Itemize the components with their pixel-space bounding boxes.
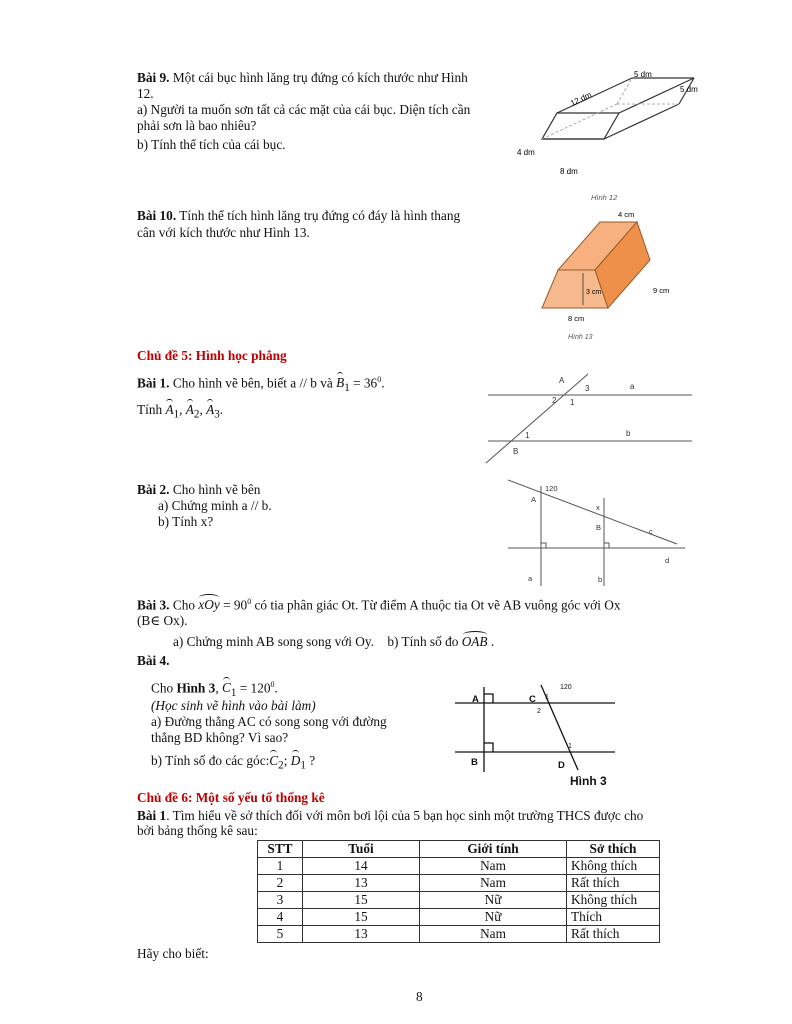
c5-bai2-a: a) Chứng minh a // b. bbox=[158, 498, 272, 513]
chude6-heading: Chủ đề 6: Một số yếu tố thống kê bbox=[137, 790, 325, 805]
svg-text:b: b bbox=[626, 429, 631, 438]
th-sothich: Sở thích bbox=[567, 841, 660, 858]
fig12-diag: 12 dm bbox=[569, 90, 593, 108]
fig13-depth: 9 cm bbox=[653, 286, 670, 295]
c5-bai1-line1: Bài 1. Cho hình vẽ bên, biết a // b và $B_1 = 36^0$. bbox=[137, 375, 385, 395]
svg-text:2: 2 bbox=[537, 708, 541, 715]
chude5-heading: Chủ đề 5: Hình học phẳng bbox=[137, 348, 287, 363]
c6-bai1-line2: bởi bảng thống kê sau: bbox=[137, 823, 258, 838]
c5-bai1-line2: Tính $A_1$, $A_2$, $A_3$. bbox=[137, 402, 224, 421]
c5-bai4-title: Bài 4. bbox=[137, 653, 170, 668]
svg-text:B: B bbox=[596, 523, 602, 532]
table-header-row bbox=[258, 841, 660, 858]
th-gioitinh: Giới tính bbox=[420, 841, 567, 858]
c5-bai2-line1: Bài 2. Cho hình vẽ bên bbox=[137, 482, 261, 497]
fig12-caption: Hình 12 bbox=[591, 193, 618, 202]
bai10-line1: Bài 10. Tính thể tích hình lăng trụ đứng có đáy là hình thang bbox=[137, 208, 461, 223]
fig12-top: 5 dm bbox=[634, 70, 652, 79]
c5-bai2-b: b) Tính x? bbox=[158, 514, 214, 529]
svg-text:2: 2 bbox=[552, 396, 557, 405]
table-row: 4 15 Nữ Thích bbox=[258, 909, 660, 926]
fig13-top: 4 cm bbox=[618, 210, 635, 219]
svg-text:3: 3 bbox=[585, 384, 590, 393]
c5-bai3-line1: Bài 3. Cho xOy = $90^0$ có tia phân giác Ot. Từ điểm A thuộc tia Ot vẽ AB vuông góc với Ox bbox=[137, 597, 621, 613]
parallel-lines-figure-hinh3 bbox=[440, 672, 620, 792]
table-row: 2 13 Nam Rất thích bbox=[258, 875, 660, 892]
c6-bai1-line1: Bài 1. Tìm hiểu về sở thích đối với môn bơi lội của 5 bạn học sinh một trường THCS được cho bbox=[137, 808, 644, 823]
svg-text:A: A bbox=[559, 376, 565, 385]
fig13-bottom: 8 cm bbox=[568, 314, 585, 323]
svg-text:120: 120 bbox=[560, 684, 572, 691]
bai9-line4: phải sơn là bao nhiêu? bbox=[137, 118, 257, 133]
c5-bai4-b: b) Tính số đo các $góc:C_2$; $D_1$ ? bbox=[151, 753, 316, 772]
svg-text:A: A bbox=[531, 495, 537, 504]
fig12-left: 4 dm bbox=[517, 148, 535, 157]
svg-text:120: 120 bbox=[545, 484, 558, 493]
svg-text:B: B bbox=[471, 757, 478, 768]
c5-bai3-line3: a) Chứng minh AB song song với Oy. b) Tính số đo OAB . bbox=[173, 634, 495, 649]
statistics-table bbox=[257, 840, 660, 943]
svg-text:1: 1 bbox=[545, 694, 549, 701]
c5-bai4-note: (Học sinh vẽ hình vào bài làm) bbox=[151, 698, 316, 713]
c5-bai4-a1: a) Đường thẳng AC có song song với đường bbox=[151, 714, 387, 729]
svg-text:A: A bbox=[472, 694, 479, 705]
fig13-height: 3 cm bbox=[586, 289, 602, 296]
fig12-bottom: 8 dm bbox=[560, 167, 578, 176]
bai10-line2: cân với kích thước như Hình 13. bbox=[137, 225, 310, 240]
prism-figure-13 bbox=[530, 205, 710, 345]
parallel-lines-figure-bai1 bbox=[480, 370, 695, 470]
svg-text:a: a bbox=[630, 382, 635, 391]
hinh3-caption: Hình 3 bbox=[570, 774, 607, 788]
svg-text:c: c bbox=[649, 527, 653, 536]
prism-figure-12 bbox=[512, 66, 712, 206]
c6-footer: Hãy cho biết: bbox=[137, 946, 209, 961]
svg-text:a: a bbox=[528, 574, 533, 583]
table-row: 3 15 Nữ Không thích bbox=[258, 892, 660, 909]
svg-text:C: C bbox=[529, 694, 536, 705]
bai10-title: Bài 10. bbox=[137, 208, 177, 223]
svg-text:x: x bbox=[596, 503, 600, 512]
svg-text:1: 1 bbox=[570, 398, 575, 407]
svg-text:B: B bbox=[513, 447, 519, 456]
c5-bai4-line1: Cho Hình 3, $C_1 = 120^0$. bbox=[151, 680, 278, 700]
th-tuoi: Tuổi bbox=[303, 841, 420, 858]
c5-bai4-a2: thẳng BD không? Vì sao? bbox=[151, 730, 289, 745]
parallel-lines-figure-bai2 bbox=[505, 478, 690, 588]
svg-text:1: 1 bbox=[568, 743, 572, 750]
th-stt: STT bbox=[258, 841, 303, 858]
table-row: 1 14 Nam Không thích bbox=[258, 858, 660, 875]
c5-bai3-line2: (B∈ Ox). bbox=[137, 613, 188, 628]
svg-text:b: b bbox=[598, 575, 603, 584]
bai9-line5: b) Tính thể tích của cái bục. bbox=[137, 137, 286, 152]
bai9-title: Bài 9. bbox=[137, 70, 170, 85]
fig12-right: 5 dm bbox=[680, 85, 698, 94]
svg-text:D: D bbox=[558, 760, 565, 771]
bai9-line3: a) Người ta muốn sơn tất cả các mặt của cái bục. Diện tích cần bbox=[137, 102, 471, 117]
prism-front-face bbox=[542, 113, 619, 139]
bai9-line2: 12. bbox=[137, 86, 154, 101]
table-row: 5 13 Nam Rất thích bbox=[258, 926, 660, 943]
page-number: 8 bbox=[416, 989, 423, 1004]
bai9-line1: Bài 9. Một cái bục hình lăng trụ đứng có kích thước như Hình bbox=[137, 70, 468, 85]
svg-text:d: d bbox=[665, 556, 670, 565]
fig13-caption: Hình 13 bbox=[568, 334, 593, 341]
svg-text:1: 1 bbox=[525, 431, 530, 440]
